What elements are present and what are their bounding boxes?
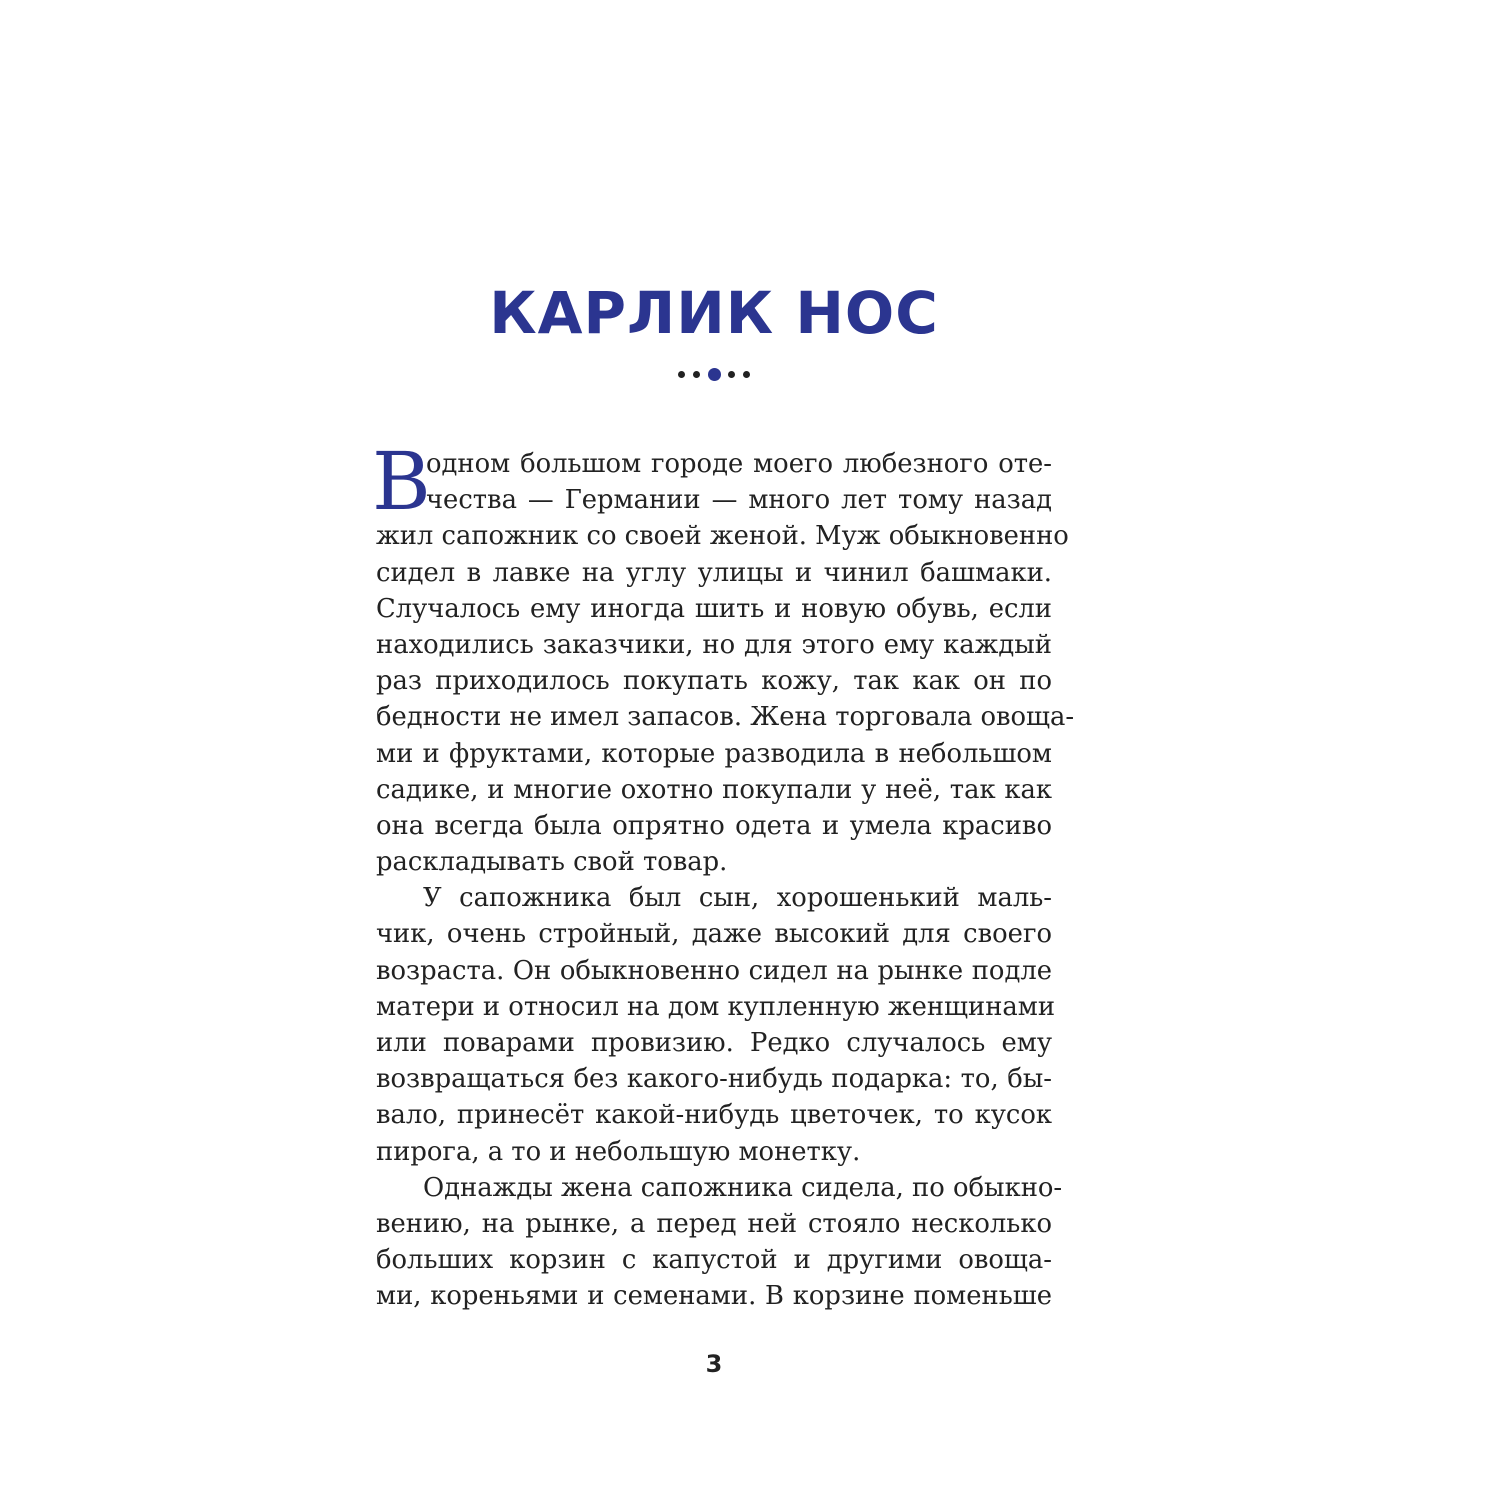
text-line: садике, и многие охотно покупали у неё, так как (376, 774, 1052, 805)
text-line: вению, на рынке, а перед ней стояло несколько (376, 1208, 1052, 1239)
ornament-dot (678, 371, 685, 378)
ornament-dot (693, 371, 700, 378)
ornament-dot (728, 371, 735, 378)
drop-cap: В (372, 435, 431, 528)
text-line: раскладывать свой товар. (376, 847, 728, 878)
text-line: больших корзин с капустой и другими овоща- (376, 1245, 1052, 1276)
text-line: возвращаться без какого-нибудь подарка: то, бы- (376, 1064, 1052, 1095)
text-line: матери и относил на дом купленную женщинами (376, 991, 1056, 1022)
paragraph-1 (372, 435, 1075, 880)
text-line: ми и фруктами, которые разводила в небольшом (376, 738, 1052, 769)
text-line: она всегда была опрятно одета и умела красиво (376, 810, 1052, 841)
text-line: Случалось ему иногда шить и новую обувь, если (376, 593, 1052, 624)
text-line: Однажды жена сапожника сидела, по обыкно- (423, 1172, 1063, 1203)
text-line: находились заказчики, но для этого ему каждый (376, 629, 1052, 660)
text-line: сидел в лавке на углу улицы и чинил башмаки. (376, 557, 1052, 588)
text-line: ми, кореньями и семенами. В корзине поменьше (376, 1281, 1052, 1312)
text-line: бедности не имел запасов. Жена торговала овоща- (376, 702, 1075, 733)
paragraph-2 (376, 880, 1056, 1170)
text-line: жил сапожник со своей женой. Муж обыкновенно (376, 521, 1069, 552)
text-line: чик, очень стройный, даже высокий для своего (376, 919, 1052, 950)
page-number: 3 (705, 1350, 723, 1378)
text-line: вало, принесёт какой-нибудь цветочек, то кусок (376, 1100, 1052, 1131)
dot-ornament-icon (678, 366, 750, 382)
ornament-dot (743, 371, 750, 378)
text-line: У сапожника был сын, хорошенький маль- (423, 883, 1052, 914)
chapter-title: КАРЛИК НОС (489, 279, 939, 347)
paragraph-3 (376, 1170, 1063, 1315)
text-line: пирога, а то и небольшую монетку. (376, 1136, 861, 1167)
text-line: одном большом городе моего любезного оте- (426, 449, 1052, 479)
body-text (372, 435, 1075, 1315)
text-line: или поварами провизию. Редко случалось ему (376, 1028, 1052, 1058)
text-line: возраста. Он обыкновенно сидел на рынке подле (376, 955, 1052, 986)
text-line: чества — Германии — много лет тому назад (426, 485, 1052, 516)
ornament-center-dot (708, 368, 721, 381)
text-line: раз приходилось покупать кожу, так как он по (376, 666, 1052, 697)
